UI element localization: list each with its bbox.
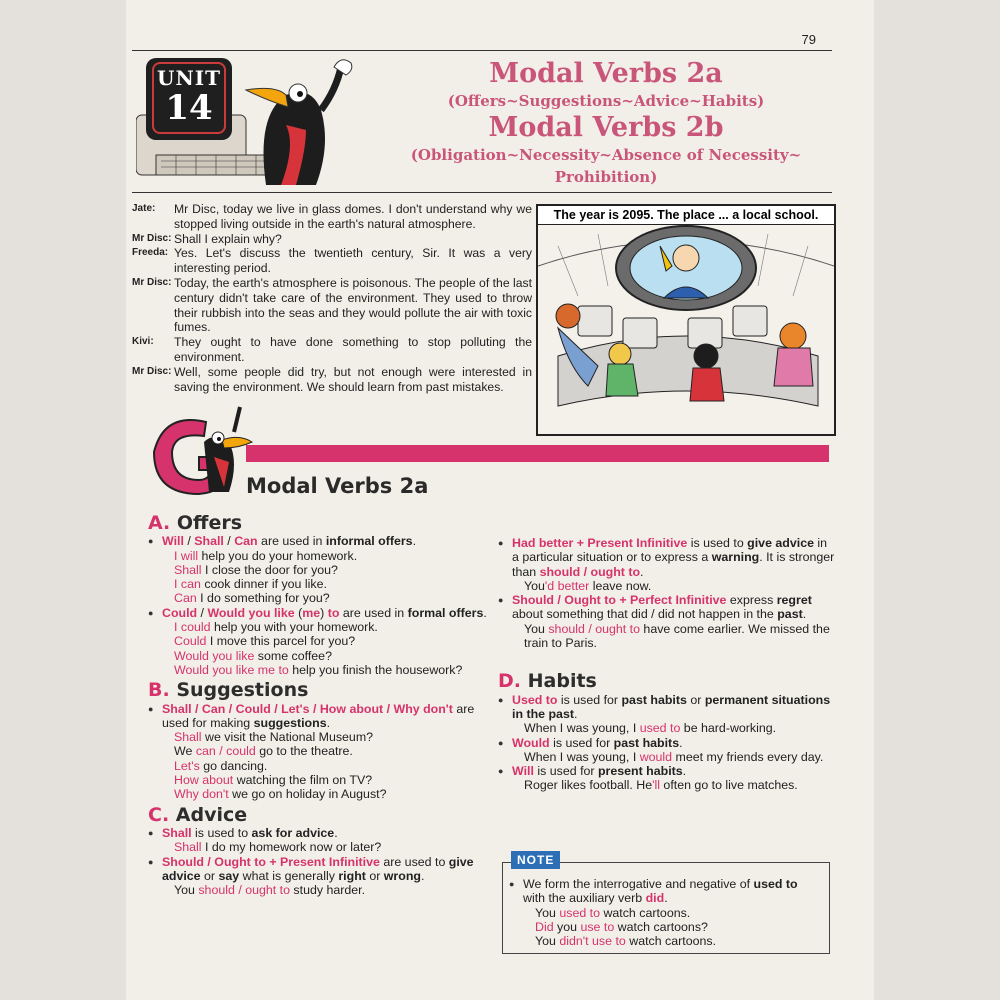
- example-sentence: Shall I do my homework now or later?: [174, 840, 382, 855]
- example-sentence: Shall I close the door for you?: [174, 562, 338, 577]
- title-modal-verbs-2a: Modal Verbs 2a: [489, 58, 723, 89]
- dialogue-line: Freeda: Yes. Let's discuss the twentieth century, Sir. It was a very interesting period.: [132, 246, 532, 276]
- grammar-left-column: [148, 510, 488, 897]
- section-offers-heading: A. Offers: [148, 512, 243, 534]
- example-sentence: When I was young, I used to be hard-working.: [524, 721, 777, 736]
- dialogue: [132, 202, 532, 394]
- section-habits-heading: D. Habits: [498, 670, 597, 693]
- dialogue-line: Kivi: They ought to have done something to stop polluting the environment.: [132, 335, 532, 364]
- note-body: [509, 877, 823, 948]
- example-sentence: When I was young, I would meet my friends every day.: [524, 749, 824, 764]
- dialogue-line: Jate: Mr Disc, today we live in glass domes. I don't understand why we stopped living outside in the earth's natural atmosphere.: [132, 202, 532, 231]
- example-sentence: Could I move this parcel for you?: [174, 634, 356, 649]
- example-sentence: Can I do something for you?: [174, 591, 330, 606]
- note-label: NOTE: [511, 851, 560, 869]
- example-sentence: We can / could go to the theatre.: [174, 744, 353, 759]
- rule-will: ● Will is used for present habits.: [498, 764, 836, 778]
- classroom-cartoon: [536, 204, 836, 436]
- dialogue-line: Mr Disc: Shall I explain why?: [132, 231, 282, 246]
- grammar-g-crow-icon: [144, 402, 254, 502]
- unit-titles: [346, 58, 866, 188]
- note-rule: ● We form the interrogative and negative of used to with the auxiliary verb did.: [509, 877, 823, 906]
- rule-had-better: ● Had better + Present Infinitive is used to give advice in a particular situation or to express a warning. It is stronger than should / ought to.: [498, 536, 836, 579]
- subtitle-2b-line2: Prohibition): [554, 168, 658, 186]
- example-sentence: You should / ought to study harder.: [174, 883, 366, 898]
- header-rule: [132, 50, 832, 51]
- title-modal-verbs-2b: Modal Verbs 2b: [488, 112, 724, 143]
- rule-suggestions: ● Shall / Can / Could / Let's / How about / Why don't are used for making suggestions.: [148, 702, 488, 731]
- unit-label: UNIT: [157, 66, 221, 90]
- grammar-bar: [246, 445, 829, 462]
- section-suggestions-heading: B. Suggestions: [148, 679, 309, 702]
- section-advice-heading: C. Advice: [148, 803, 248, 826]
- subtitle-2b-line1: (Obligation~Necessity~Absence of Necessity~: [410, 146, 802, 164]
- subtitle-2a: (Offers~Suggestions~Advice~Habits): [447, 92, 765, 110]
- grammar-heading: Modal Verbs 2a: [246, 474, 429, 498]
- rule-would: ● Would is used for past habits.: [498, 736, 836, 750]
- section-rule: [132, 192, 832, 193]
- textbook-page: [126, 0, 874, 1000]
- example-sentence: You should / ought to have come earlier. We missed the train to Paris.: [524, 621, 830, 651]
- rule-regret: ● Should / Ought to + Perfect Infinitive express regret about something that did / did not happen in the past.: [498, 593, 836, 622]
- cartoon-caption: The year is 2095. The place ... a local school.: [538, 206, 834, 225]
- example-sentence: Roger likes football. He'll often go to live matches.: [524, 778, 798, 793]
- unit-badge: [146, 58, 232, 140]
- example-sentence: How about watching the film on TV?: [174, 773, 373, 788]
- example-sentence: You used to watch cartoons.: [535, 905, 691, 920]
- example-sentence: You didn't use to watch cartoons.: [535, 934, 717, 949]
- classroom-illustration: [538, 206, 834, 434]
- grammar-right-column: [498, 536, 836, 793]
- page-number: 79: [801, 32, 816, 47]
- example-sentence: Did you use to watch cartoons?: [535, 919, 708, 934]
- example-sentence: Shall we visit the National Museum?: [174, 730, 374, 745]
- unit-number: 14: [165, 88, 213, 128]
- rule-used-to: ● Used to is used for past habits or permanent situations in the past.: [498, 693, 836, 722]
- rule-informal-offers: ● Will / Shall / Can are used in informal offers.: [148, 534, 488, 548]
- note-box: [502, 853, 830, 954]
- dialogue-line: Mr Disc: Well, some people did try, but not enough were interested in saving the environment. We should learn from past mistakes.: [132, 364, 532, 394]
- example-sentence: Why don't we go on holiday in August?: [174, 787, 387, 802]
- rule-give-advice: ● Should / Ought to + Present Infinitive are used to give advice or say what is generally right or wrong.: [148, 855, 488, 884]
- example-sentence: Let's go dancing.: [174, 758, 268, 773]
- example-sentence: Would you like some coffee?: [174, 648, 332, 663]
- rule-formal-offers: ● Could / Would you like (me) to are used in formal offers.: [148, 606, 488, 620]
- example-sentence: I can cook dinner if you like.: [174, 577, 327, 592]
- dialogue-line: Mr Disc: Today, the earth's atmosphere is poisonous. The people of the last century didn't take care of the environment. They used to throw their rubbish into the seas and they would pollute the air with toxic fumes.: [132, 275, 532, 335]
- example-sentence: Would you like me to help you finish the housework?: [174, 662, 463, 677]
- example-sentence: I will help you do your homework.: [174, 548, 358, 563]
- example-sentence: I could help you with your homework.: [174, 620, 378, 635]
- rule-ask-advice: ● Shall is used to ask for advice.: [148, 826, 488, 840]
- example-sentence: You'd better leave now.: [524, 578, 652, 593]
